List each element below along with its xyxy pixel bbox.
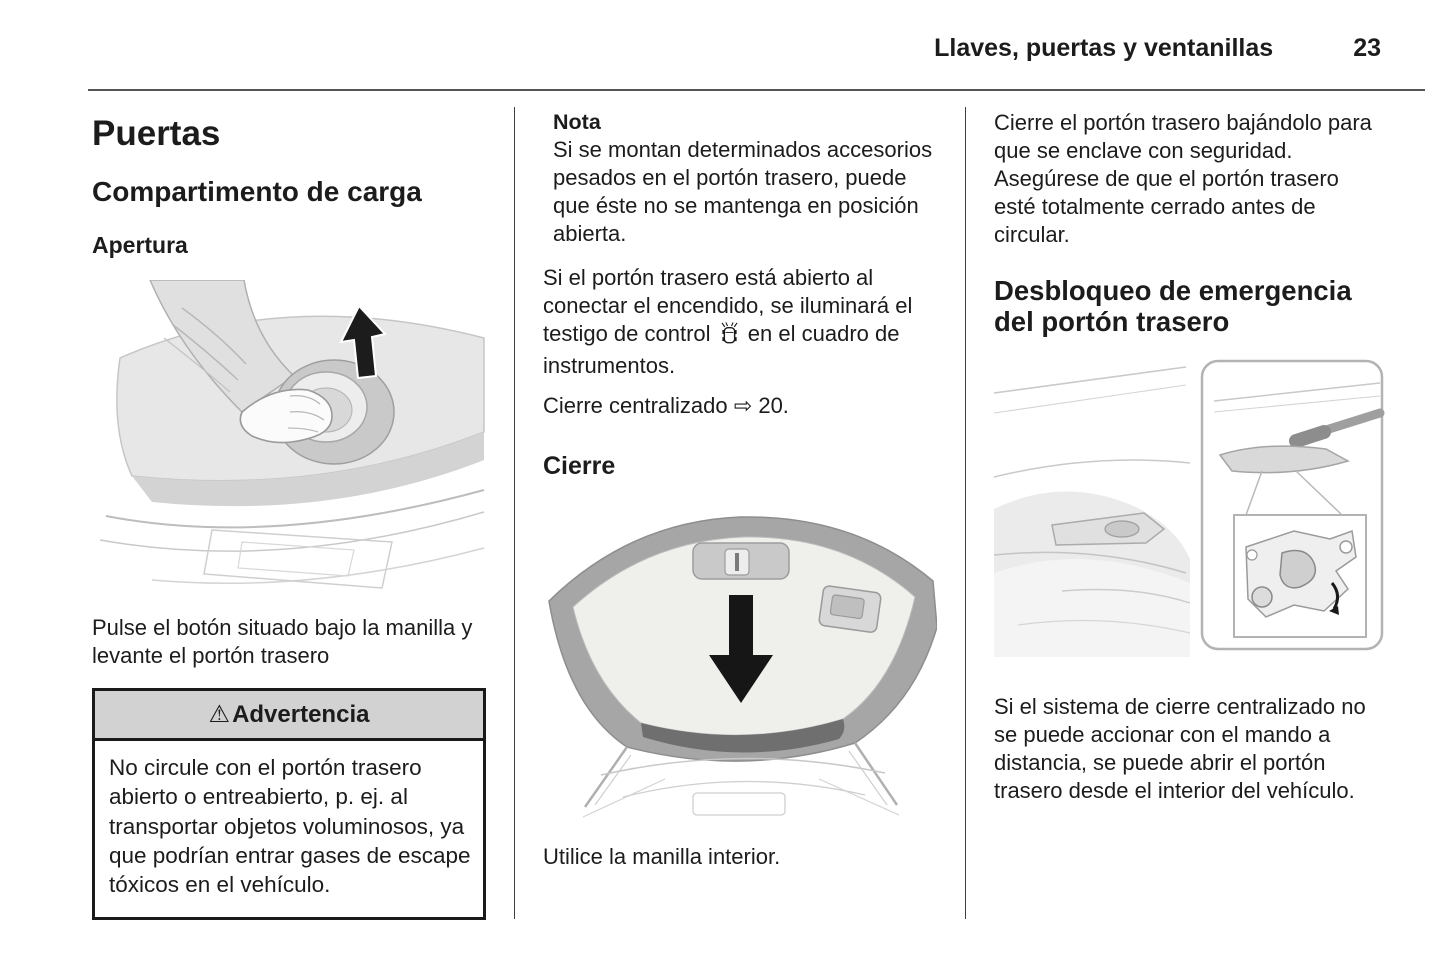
note-title: Nota [553, 110, 601, 134]
chapter-title: Llaves, puertas y ventanillas [934, 34, 1274, 62]
section-title-puertas: Puertas [92, 114, 221, 153]
note-body-text: Si se montan determinados accesorios pesados en el portón trasero, puede que éste no se mantenga en posición abierta. [553, 136, 933, 246]
warning-title: Advertencia [232, 701, 370, 729]
closing-caption-text: Utilice la manilla interior. [543, 843, 781, 869]
left-column [92, 107, 486, 920]
warning-triangle-icon: ⚠ [208, 701, 231, 729]
heading-cierre: Cierre [543, 452, 616, 481]
cross-reference-line [543, 392, 937, 421]
indicator-paragraph [543, 264, 937, 381]
figure-tailgate-opening [92, 280, 486, 600]
emergency-release-text: Si el sistema de cierre centralizado no se puede accionar con el mando a distancia, se puede abrir el portón trasero desde el interior del vehículo. [994, 694, 1366, 804]
tailgate-open-indicator-icon [720, 322, 739, 353]
heading-apertura: Apertura [92, 231, 188, 258]
opening-instruction-text: Pulse el botón situado bajo la manilla y levante el portón trasero [92, 615, 473, 669]
tailgate-opening-illustration [92, 280, 486, 600]
closing-instruction-text: Cierre el portón trasero bajándolo para que se enclave con seguridad. Asegúrese de que el portón trasero esté totalmente cerrado antes de circular. [994, 110, 1372, 247]
note-block [553, 109, 937, 248]
figure-tailgate-closing [543, 505, 937, 825]
indicator-text-after: en el cuadro de instrumentos. [543, 320, 900, 379]
emergency-release-illustration [994, 357, 1386, 657]
warning-body-text: No circule con el portón trasero abierto o entreabierto, p. ej. al transportar objetos voluminosos, ya que podrían entrar gases de escape tóxicos en el vehículo. [109, 755, 471, 898]
right-column [994, 107, 1386, 805]
content-columns [92, 107, 1445, 920]
indicator-text-before: Si el portón trasero está abierto al conectar el encendido, se iluminará el testigo de control [543, 264, 913, 346]
column-divider-left [514, 107, 515, 919]
cross-reference-page: 20. [758, 393, 789, 419]
tailgate-closing-illustration [543, 505, 937, 825]
page-number: 23 [1353, 34, 1381, 62]
warning-header [95, 691, 483, 741]
middle-column [543, 107, 937, 871]
heading-emergency-release: Desbloqueo de emergencia del portón trasero [994, 274, 1352, 338]
column-divider-right [965, 107, 966, 919]
cross-reference-label: Cierre centralizado [543, 393, 728, 419]
page-header [0, 0, 1445, 63]
cross-reference-arrow-icon: ⇨ [733, 394, 753, 420]
header-rule [88, 89, 1425, 91]
subsection-title-compartimento: Compartimento de carga [92, 175, 422, 207]
warning-box [92, 688, 486, 920]
figure-emergency-release [994, 357, 1386, 657]
